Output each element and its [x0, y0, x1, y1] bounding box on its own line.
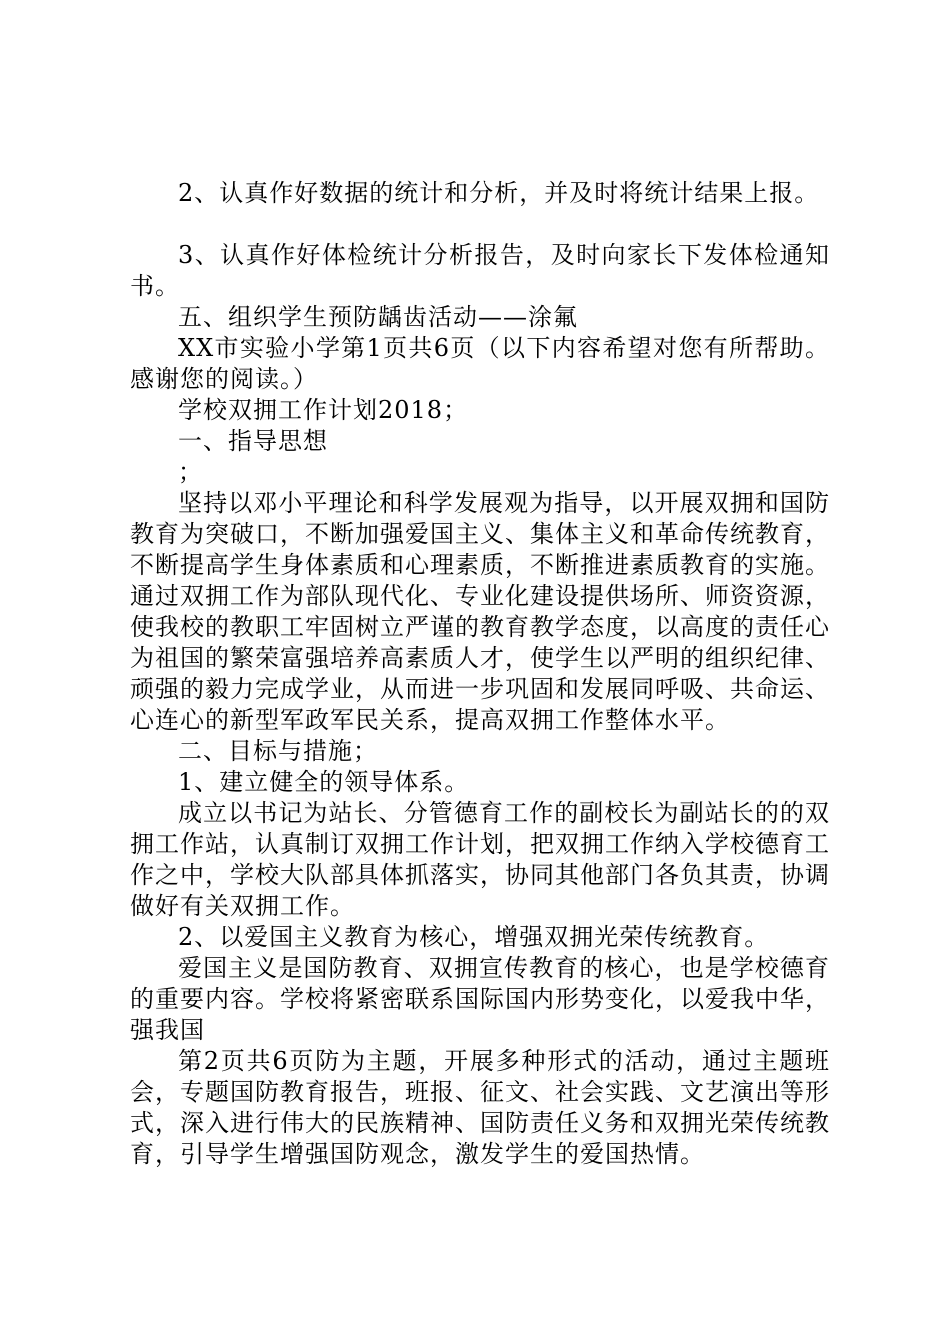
paragraph-patriotic-education-body: 爱国主义是国防教育、双拥宣传教育的核心，也是学校德育的重要内容。学校将紧密联系国际国内形势变化，以爱我中华，强我国 — [130, 954, 830, 1044]
section-heading-goals-measures: 二、目标与措施； — [178, 737, 378, 765]
paragraph-guiding-ideology-body: 坚持以邓小平理论和科学发展观为指导，以开展双拥和国防教育为突破口，不断加强爱国主义、集体主义和革命传统教育，不断提高学生身体素质和心理素质，不断推进素质教育的实施。通过双拥工作为部队现代化、专业化建设提供场所、师资资源，使我校的教职工牢固树立严谨的教育教学态度，以高度的责任心为祖国的繁荣富强培养高素质人才，使学生以严明的组织纪律、顽强的毅力完成学业，从而进一步巩固和发展同呼吸、共命运、心连心的新型军政军民关系，提高双拥工作整体水平。 — [130, 489, 830, 734]
section-heading-guiding-ideology: 一、指导思想 — [178, 427, 328, 455]
document-title: 学校双拥工作计划2018； — [178, 396, 469, 424]
section-heading-caries-prevention: 五、组织学生预防龋齿活动——涂氟 — [178, 303, 578, 331]
paragraph-leadership-system-body: 成立以书记为站长、分管德育工作的副校长为副站长的的双拥工作站，认真制订双拥工作计划，把双拥工作纳入学校德育工作之中，学校大队部具体抓落实，协同其他部门各负其责，协调做好有关双拥工作。 — [130, 799, 830, 920]
subheading-patriotic-education: 2、以爱国主义教育为核心，增强双拥光荣传统教育。 — [178, 923, 770, 951]
paragraph-statistics-report: 2、认真作好数据的统计和分析，并及时将统计结果上报。 — [178, 179, 820, 207]
subheading-leadership-system: 1、建立健全的领导体系。 — [178, 768, 470, 796]
paragraph-semicolon: ； — [178, 458, 203, 486]
paragraph-health-check-report: 3、认真作好体检统计分析报告，及时向家长下发体检通知书。 — [130, 241, 830, 300]
paragraph-page-2-continuation: 第2页共6页防为主题，开展多种形式的活动，通过主题班会，专题国防教育报告，班报、征文、社会实践、文艺演出等形式，深入进行伟大的民族精神、国防责任义务和双拥光荣传统教育，引导学生增强国防观念，激发学生的爱国热情。 — [130, 1047, 830, 1168]
page-footer-note-1: XX市实验小学第1页共6页（以下内容希望对您有所帮助。感谢您的阅读。） — [130, 334, 830, 393]
